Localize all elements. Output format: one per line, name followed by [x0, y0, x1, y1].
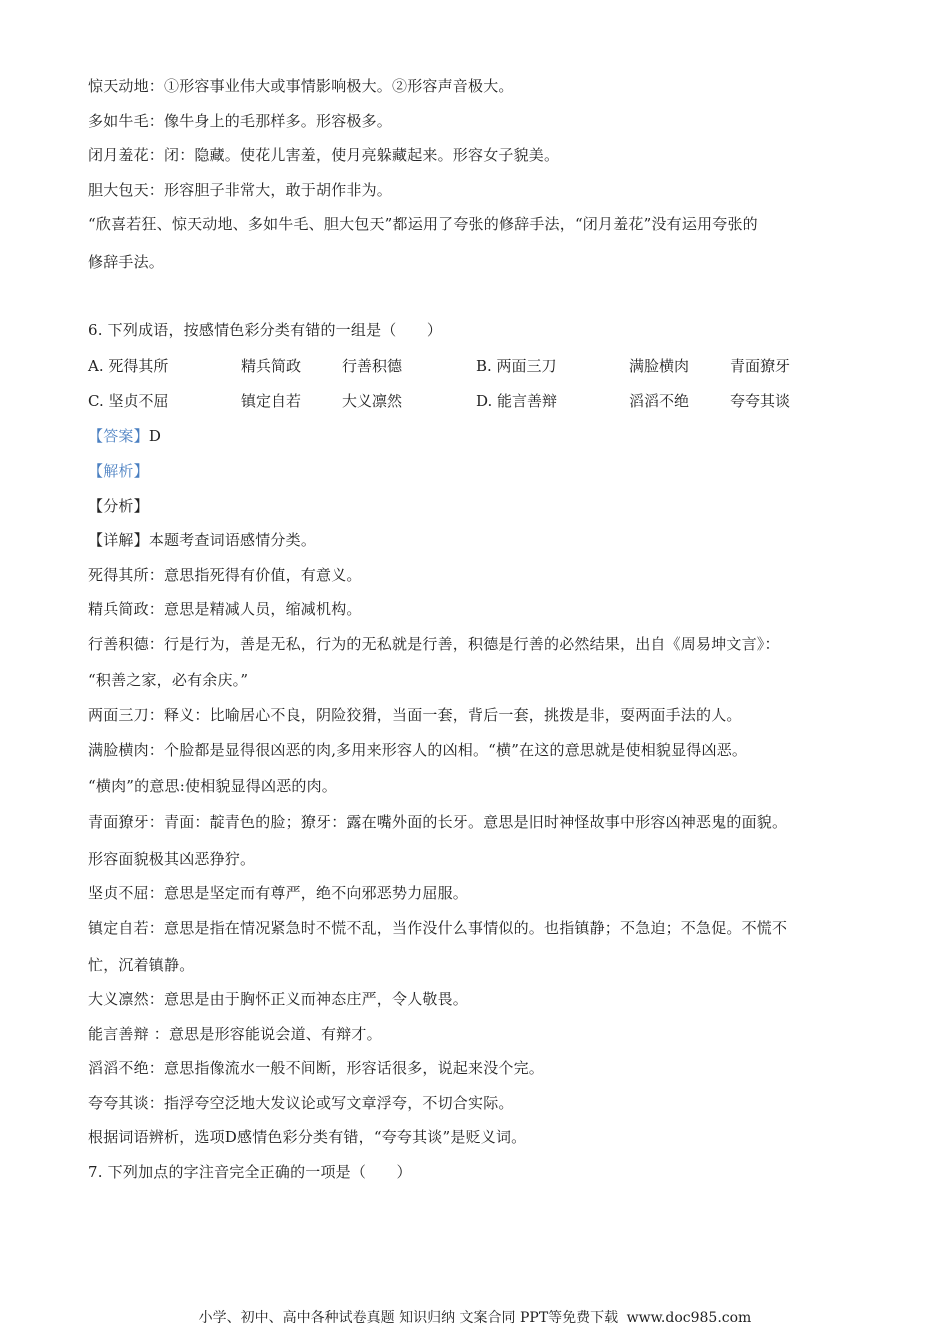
option-b-item-3: 青面獠牙: [730, 357, 791, 375]
explanation-line: 满脸横肉：个脸都是显得很凶恶的肉,多用来形容人的凶相。“横”在这的意思就是使相貌显得凶恶。: [88, 741, 748, 759]
explanation-line: 坚贞不屈：意思是坚定而有尊严，绝不向邪恶势力屈服。: [88, 884, 469, 902]
option-c-item-2: 镇定自若: [241, 392, 302, 410]
fenxi-tag: 【分析】: [88, 497, 149, 515]
explanation-line: 青面獠牙：青面：靛青色的脸；獠牙：露在嘴外面的长牙。意思是旧时神怪故事中形容凶神恶鬼的面貌。: [88, 813, 788, 831]
explanation-line: 形容面貌极其凶恶狰狞。: [88, 850, 256, 868]
question-6-stem: 6. 下列成语，按感情色彩分类有错的一组是（ ）: [88, 321, 443, 339]
detail-line: [88, 530, 316, 550]
explanation-line: 忙，沉着镇静。: [88, 956, 195, 974]
explanation-line: “积善之家，必有余庆。”: [88, 671, 249, 689]
explanation-line: 滔滔不绝：意思指像流水一般不间断，形容话很多，说起来没个完。: [88, 1059, 545, 1077]
option-b-item-2: 满脸横肉: [629, 357, 690, 375]
footer-text: 小学、初中、高中各种试卷真题 知识归纳 文案合同 PPT等免费下载: [198, 1310, 619, 1326]
intro-line-3: 闭月羞花：闭：隐藏。使花儿害羞，使月亮躲藏起来。形容女子貌美。: [88, 146, 560, 164]
detail-tag: 【详解】: [88, 531, 149, 549]
explanation-line: 两面三刀：释义：比喻居心不良，阴险狡猾，当面一套，背后一套，挑拨是非，耍两面手法的人。: [88, 706, 742, 724]
explanation-line: 大义凛然：意思是由于胸怀正义而神态庄严，令人敬畏。: [88, 990, 469, 1008]
explanation-line: “横肉”的意思:使相貌显得凶恶的肉。: [88, 777, 337, 795]
analysis-tag: 【解析】: [88, 462, 149, 480]
option-a-item-3: 行善积德: [342, 357, 403, 375]
answer-value: D: [148, 427, 162, 445]
question-7-stem: 7. 下列加点的字注音完全正确的一项是（ ）: [88, 1163, 412, 1181]
option-c-item-1: C. 坚贞不屈: [88, 392, 169, 410]
option-d-item-1: D. 能言善辩: [476, 392, 558, 410]
explanation-line: 死得其所：意思指死得有价值，有意义。: [88, 566, 362, 584]
intro-line-6: 修辞手法。: [88, 253, 165, 271]
intro-line-2: 多如牛毛：像牛身上的毛那样多。形容极多。: [88, 112, 393, 130]
answer-line: [88, 426, 161, 446]
explanation-line: 能言善辩 ：意思是形容能说会道、有辩才。: [88, 1025, 382, 1043]
explanation-line: 根据词语辨析，选项D感情色彩分类有错，“夸夸其谈”是贬义词。: [88, 1128, 527, 1146]
option-d-item-2: 滔滔不绝: [629, 392, 690, 410]
option-c-item-3: 大义凛然: [342, 392, 403, 410]
option-d-item-3: 夸夸其谈: [730, 392, 791, 410]
footer-link[interactable]: www.doc985.com: [626, 1310, 752, 1326]
explanation-line: 行善积德：行是行为，善是无私，行为的无私就是行善，积德是行善的必然结果，出自《周易坤文言》：: [88, 635, 780, 653]
explanation-line: 精兵简政：意思是精减人员，缩减机构。: [88, 600, 362, 618]
detail-text: 本题考查词语感情分类。: [148, 531, 317, 549]
option-a-item-2: 精兵简政: [241, 357, 302, 375]
answer-tag: 【答案】: [88, 427, 149, 445]
intro-line-1: 惊天动地：①形容事业伟大或事情影响极大。②形容声音极大。: [88, 77, 514, 95]
page-footer: [0, 1308, 950, 1328]
option-a-item-1: A. 死得其所: [88, 357, 169, 375]
explanation-line: 夸夸其谈：指浮夸空泛地大发议论或写文章浮夸，不切合实际。: [88, 1094, 514, 1112]
intro-line-4: 胆大包天：形容胆子非常大，敢于胡作非为。: [88, 181, 393, 199]
option-b-item-1: B. 两面三刀: [476, 357, 557, 375]
intro-line-5: “欣喜若狂、惊天动地、多如牛毛、胆大包天”都运用了夸张的修辞手法，“闭月羞花”没有运用夸张的: [88, 215, 758, 233]
explanation-line: 镇定自若：意思是指在情况紧急时不慌不乱，当作没什么事情似的。也指镇静；不急迫；不急促。不慌不: [88, 919, 788, 937]
